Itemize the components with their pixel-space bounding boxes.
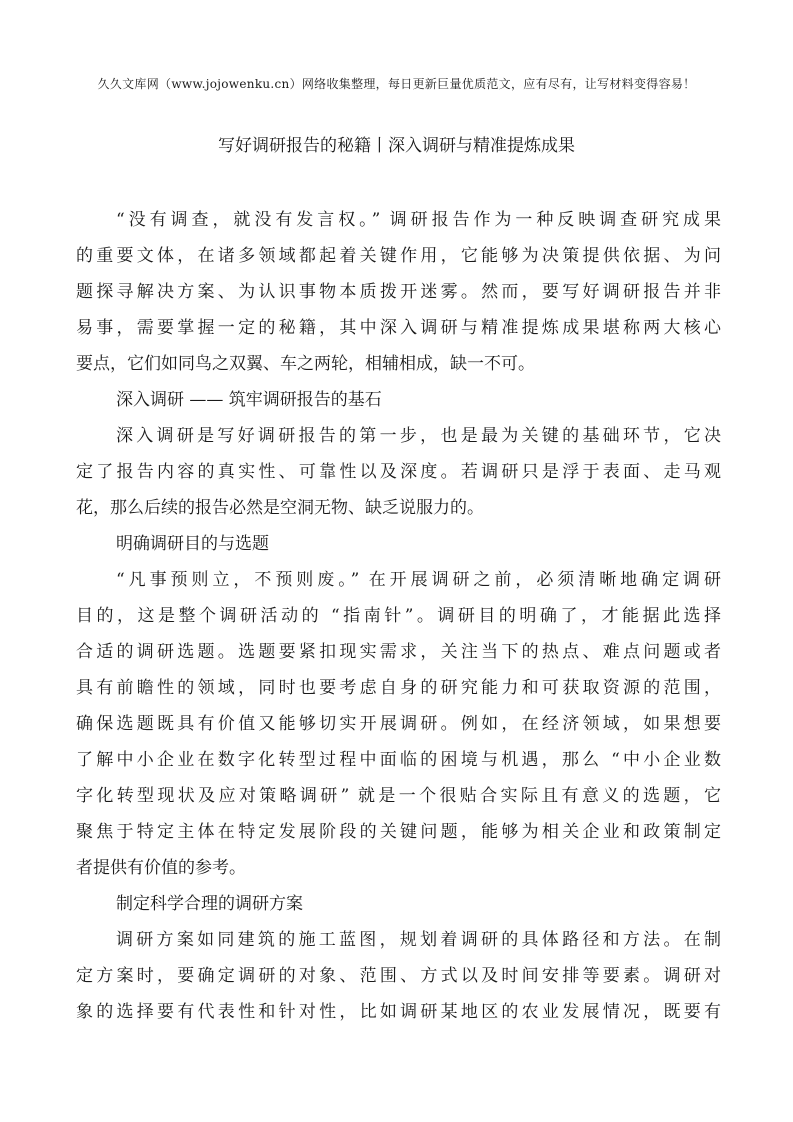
text-line: 聚焦于特定主体在特定发展阶段的关键问题，能够为相关企业和政策制定 bbox=[76, 822, 721, 842]
text-line: 花，那么后续的报告必然是空洞无物、缺乏说服力的。 bbox=[76, 498, 484, 518]
document-title: 写好调研报告的秘籍丨深入调研与精准提炼成果 bbox=[218, 136, 575, 156]
paragraph-intro bbox=[76, 202, 721, 382]
text-line: 调研方案如同建筑的施工蓝图，规划着调研的具体路径和方法。在制 bbox=[116, 930, 721, 950]
text-line: 确保选题既具有价值又能够切实开展调研。例如，在经济领域，如果想要 bbox=[76, 714, 721, 734]
text-line: 者提供有价值的参考。 bbox=[76, 858, 246, 878]
document-body bbox=[76, 202, 721, 1030]
text-line: 要点，它们如同鸟之双翼、车之两轮，相辅相成，缺一不可。 bbox=[76, 354, 535, 374]
header-note: 久久文库网（www.jojowenku.cn）网络收集整理，每日更新巨量优质范文，应有尽有，让写材料变得容易！ bbox=[97, 77, 696, 91]
text-line: 定了报告内容的真实性、可靠性以及深度。若调研只是浮于表面、走马观 bbox=[76, 462, 721, 482]
text-line: 目的，这是整个调研活动的 “指南针”。调研目的明确了，才能据此选择 bbox=[76, 606, 721, 626]
text-line: 了解中小企业在数字化转型过程中面临的困境与机遇，那么 “中小企业数 bbox=[76, 750, 721, 770]
text-line: 合适的调研选题。选题要紧扣现实需求，关注当下的热点、难点问题或者 bbox=[76, 642, 721, 662]
text-line: 的重要文体，在诸多领域都起着关键作用，它能够为决策提供依据、为问 bbox=[76, 246, 721, 266]
paragraph-purpose-topic bbox=[76, 562, 721, 886]
text-line: “没有调查，就没有发言权。” 调研报告作为一种反映调查研究成果 bbox=[116, 210, 721, 230]
subsection-heading: 明确调研目的与选题 bbox=[116, 534, 269, 554]
text-line: 具有前瞻性的领域，同时也要考虑自身的研究能力和可获取资源的范围， bbox=[76, 678, 721, 698]
text-line: “凡事预则立，不预则废。” 在开展调研之前，必须清晰地确定调研 bbox=[116, 570, 721, 590]
text-line: 易事，需要掌握一定的秘籍，其中深入调研与精准提炼成果堪称两大核心 bbox=[76, 318, 721, 338]
text-line: 定方案时，要确定调研的对象、范围、方式以及时间安排等要素。调研对 bbox=[76, 966, 721, 986]
paragraph-deep-research bbox=[76, 418, 721, 526]
text-line: 题探寻解决方案、为认识事物本质拨开迷雾。然而，要写好调研报告并非 bbox=[76, 282, 721, 302]
text-line: 字化转型现状及应对策略调研” 就是一个很贴合实际且有意义的选题，它 bbox=[76, 786, 721, 806]
text-line: 象的选择要有代表性和针对性，比如调研某地区的农业发展情况，既要有 bbox=[76, 1002, 721, 1022]
text-line: 深入调研是写好调研报告的第一步，也是最为关键的基础环节，它决 bbox=[116, 426, 721, 446]
subsection-heading: 制定科学合理的调研方案 bbox=[116, 894, 303, 914]
paragraph-research-plan bbox=[76, 922, 721, 1030]
section-heading: 深入调研 —— 筑牢调研报告的基石 bbox=[116, 390, 382, 410]
